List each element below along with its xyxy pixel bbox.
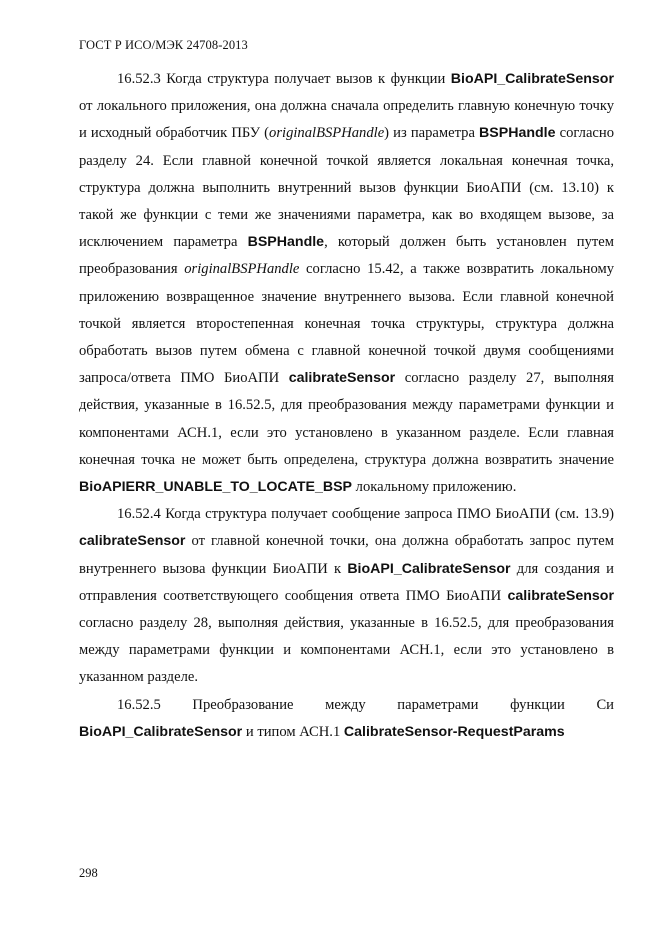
- parameter-name: BSPHandle: [247, 234, 325, 251]
- function-name: BioAPI_CalibrateSensor: [79, 723, 243, 740]
- text-run: согласно 15.42, а также возвратить локальному приложению возвращенное значение внутреннего вызова. Если главной конечной точкой является второстепенная конечная точка структуры, структура должна обработать вызов путем обмена с главной конечной точкой двумя сообщениями запроса/ответа ПМО БиоАПИ: [79, 261, 614, 387]
- text-run: 16.52.3 Когда структура получает вызов к функции: [117, 71, 451, 87]
- text-run: 16.52.5 Преобразование между параметрами функции Си: [117, 696, 614, 713]
- text-run: от главной конечной точки, она должна обработать запрос путем внутреннего вызова функции БиоАПИ к: [79, 533, 614, 577]
- function-name: BioAPI_CalibrateSensor: [450, 71, 614, 87]
- parameter-name: originalBSPHandle: [184, 261, 300, 278]
- document-body: [79, 66, 614, 746]
- text-run: для создания и отправления соответствующего сообщения ответа ПМО БиоАПИ: [79, 560, 614, 604]
- text-run: согласно разделу 27, выполняя действия, указанные в 16.52.5, для преобразования между параметрами функции и компонентами АСН.1, если это установлено в указанном разделе. Если главная конечная точка не может быть определена, структура должна возвратить значение: [79, 370, 614, 468]
- text-run: от локального приложения, она должна сначала определить главную конечную точку и исходный обработчик ПБУ (: [79, 98, 614, 142]
- document-header: ГОСТ Р ИСО/МЭК 24708-2013: [79, 38, 248, 52]
- paragraph-16-52-3: [79, 66, 614, 501]
- function-name: BioAPI_CalibrateSensor: [347, 560, 511, 577]
- parameter-name: originalBSPHandle: [269, 125, 385, 142]
- text-run: 16.52.4 Когда структура получает сообщение запроса ПМО БиоАПИ (см. 13.9): [117, 506, 614, 523]
- message-name: calibrateSensor: [507, 587, 614, 604]
- paragraph-16-52-4: [79, 501, 614, 691]
- text-run: локальному приложению.: [352, 479, 517, 496]
- text-run: согласно разделу 28, выполняя действия, указанные в 16.52.5, для преобразования между параметрами функции и компонентами АСН.1, если это установлено в указанном разделе.: [79, 615, 614, 686]
- asn1-type-name: CalibrateSensor-RequestParams: [343, 723, 565, 740]
- parameter-name: BSPHandle: [479, 125, 556, 142]
- paragraph-16-52-5: [79, 692, 614, 746]
- text-run: , который должен быть установлен путем преобразования: [79, 234, 615, 278]
- text-run: согласно разделу 24. Если главной конечной точкой является локальная конечная точка, структура должна выполнить внутренний вызов функции БиоАПИ (см. 13.10) к такой же функции с теми же значениями параметра, как во входящем вызове, за исключением параметра: [79, 125, 615, 251]
- text-run: ) из параметра: [384, 125, 480, 142]
- error-code: BioAPIERR_UNABLE_TO_LOCATE_BSP: [79, 479, 353, 496]
- text-run: и типом АСН.1: [242, 723, 344, 740]
- message-name: calibrateSensor: [288, 370, 396, 387]
- page-number: 298: [79, 866, 98, 880]
- message-name: calibrateSensor: [79, 533, 186, 550]
